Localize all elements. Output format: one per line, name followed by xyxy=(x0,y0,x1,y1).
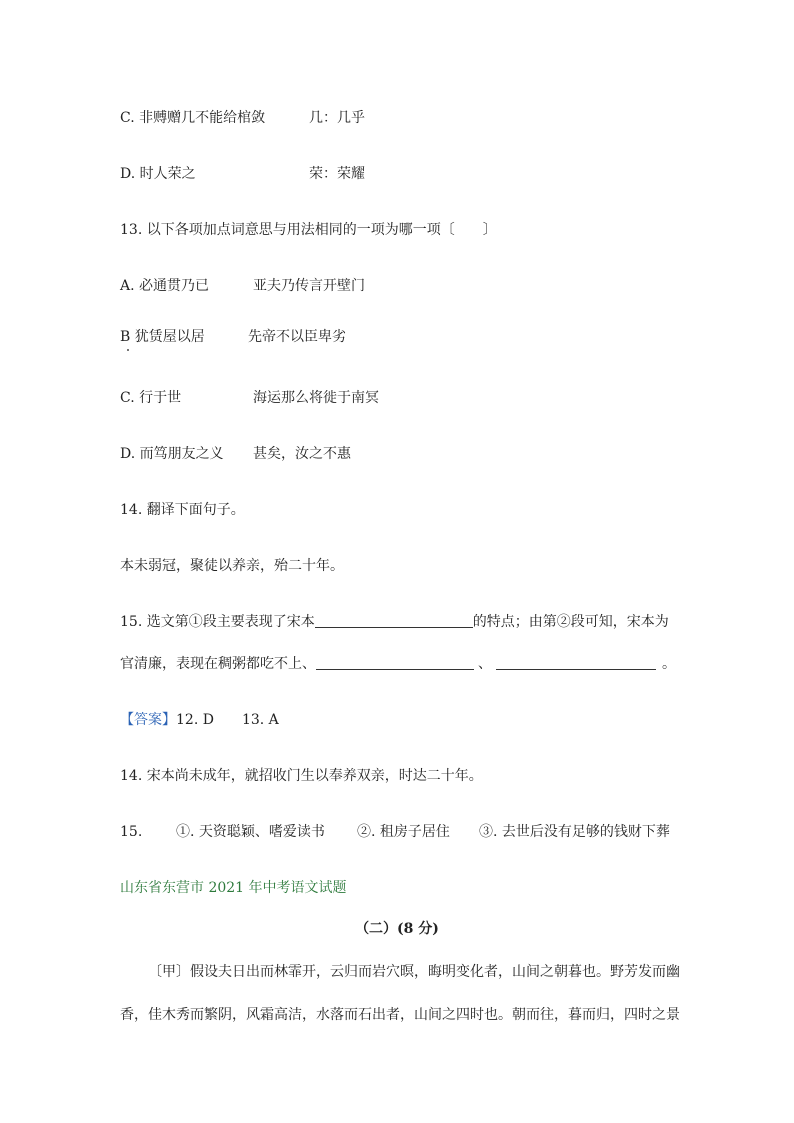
answer-line-1 xyxy=(120,711,279,729)
q12-option-c-text: C. 非赙赠几不能给棺敛 xyxy=(120,110,266,126)
passage-line-2: 香，佳木秀而繁阴，风霜高洁，水落而石出者，山间之四时也。朝而往，暮而归，四时之景 xyxy=(120,1007,680,1023)
answer-15-item-2: ②. 租房子居住 xyxy=(357,824,450,840)
answer-15-item-1: ①. 天资聪颖、嗜爱读书 xyxy=(176,824,325,840)
answer-line-2: 14. 宋本尚未成年，就招收门生以奉养双亲，时达二十年。 xyxy=(120,768,483,784)
q15-line-2-end: 。 xyxy=(662,656,676,672)
q12-option-c-note: 几：几乎 xyxy=(309,110,365,126)
q13-option-d-left: D. 而笃朋友之义 xyxy=(120,446,224,462)
q13-option-b-left: B 犹赁屋以居 xyxy=(120,329,205,345)
q14-stem: 14. 翻译下面句子。 xyxy=(120,502,245,518)
section-heading: （二）(8 分) xyxy=(355,921,439,937)
passage-line-1: 〔甲〕假设夫日出而林霏开，云归而岩穴暝，晦明变化者，山间之朝暮也。野芳发而幽 xyxy=(148,964,680,980)
answer-12-13: 12. D 13. A xyxy=(176,712,279,728)
q13-option-a-right: 亚夫乃传言开壁门 xyxy=(253,278,365,294)
q13-option-c-left: C. 行于世 xyxy=(120,390,182,406)
q15-line-2-pre: 官清廉，表现在稠粥都吃不上、 xyxy=(120,656,316,672)
q15-line-1-pre: 15. 选文第①段主要表现了宋本 xyxy=(120,614,315,630)
q15-line-2-sep: 、 xyxy=(478,656,492,672)
q13-option-b-right: 先帝不以臣卑劣 xyxy=(248,329,346,345)
answer-line-3-num: 15. xyxy=(120,824,143,840)
q12-option-d-note: 荣：荣耀 xyxy=(309,166,365,182)
q15-blank-2[interactable] xyxy=(316,655,474,670)
q13-stem: 13. 以下各项加点词意思与用法相同的一项为哪一项〔 〕 xyxy=(120,222,497,238)
source-title[interactable]: 山东省东营市 2021 年中考语文试题 xyxy=(120,880,347,896)
q12-option-d-text: D. 时人荣之 xyxy=(120,166,196,182)
q15-line-2 xyxy=(120,655,676,673)
q13-option-d-right: 甚矣，汝之不惠 xyxy=(253,446,351,462)
q15-line-1-post: 的特点；由第②段可知，宋本为 xyxy=(472,614,669,630)
answer-tag: 【答案】 xyxy=(120,712,176,728)
q15-blank-3[interactable] xyxy=(496,655,656,670)
q13-option-c-right: 海运那么将徙于南冥 xyxy=(253,390,379,406)
q13-option-a-left: A. 必通贯乃已 xyxy=(120,278,210,294)
q14-sentence: 本未弱冠，聚徒以养亲，殆二十年。 xyxy=(120,558,344,574)
answer-15-item-3: ③. 去世后没有足够的钱财下葬 xyxy=(479,824,670,840)
stray-dot-mark xyxy=(127,349,129,351)
q15-blank-1[interactable] xyxy=(315,613,473,628)
q12-option-d xyxy=(120,165,196,183)
q15-line-1 xyxy=(120,613,669,631)
q12-option-c xyxy=(120,109,265,127)
